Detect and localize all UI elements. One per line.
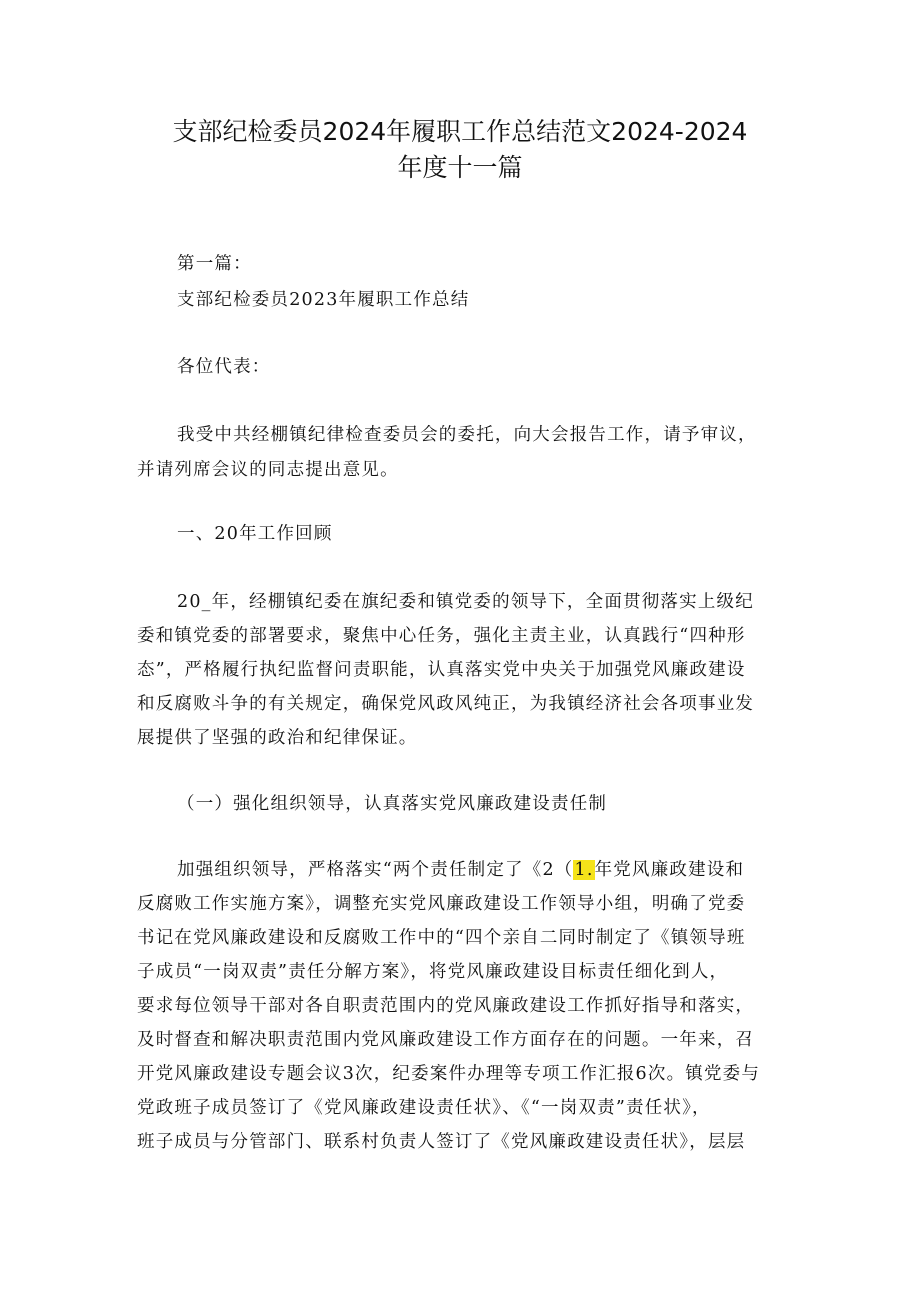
intro-line: 并请列席会议的同志提出意见。 (137, 460, 399, 480)
paragraph-text: 年党风廉政建设和 (594, 860, 745, 880)
paragraph-line: 及时督查和解决职责范围内党风廉政建设工作方面存在的问题。一年来，召 (137, 1030, 755, 1050)
paragraph-line: 开党风廉政建设专题会议3次，纪委案件办理等专项工作汇报6次。镇党委与 (137, 1064, 761, 1084)
paragraph-line-first (177, 858, 837, 882)
paragraph-line: 20_年，经棚镇纪委在旗纪委和镇党委的领导下，全面贯彻落实上级纪 (177, 592, 754, 612)
heading-organization: （一）强化组织领导，认真落实党风廉政建设责任制 (177, 794, 608, 814)
heading-work-review: 一、20年工作回顾 (177, 524, 333, 544)
paragraph-line: 党政班子成员签订了《党风廉政建设责任状》、《“一岗双责”责任状》， (137, 1098, 711, 1118)
paragraph-line: 和反腐败斗争的有关规定，确保党风政风纯正，为我镇经济社会各项事业发 (137, 694, 755, 714)
paragraph-line: 要求每位领导干部对各自职责范围内的党风廉政建设工作抓好指导和落实， (137, 996, 755, 1016)
paragraph-line: 态”，严格履行执纪监督问责职能，认真落实党中央关于加强党风廉政建设 (137, 660, 746, 680)
intro-line: 我受中共经棚镇纪律检查委员会的委托，向大会报告工作，请予审议， (177, 425, 757, 445)
paragraph-line: 委和镇党委的部署要求，聚焦中心任务，强化主责主业，认真践行“四种形 (137, 626, 746, 646)
document-title-line-1: 支部纪检委员2024年履职工作总结范文2024-2024 (172, 117, 748, 146)
highlighted-text: 1. (574, 860, 594, 880)
document-title-line-2: 年度十一篇 (397, 153, 523, 182)
paragraph-line: 展提供了坚强的政治和纪律保证。 (137, 728, 418, 748)
section-label: 第一篇： (177, 254, 252, 274)
paragraph-line: 班子成员与分管部门、联系村负责人签订了《党风廉政建设责任状》，层层 (137, 1132, 746, 1152)
section-subtitle: 支部纪检委员2023年履职工作总结 (177, 290, 470, 310)
paragraph-text: 加强组织领导，严格落实“两个责任制定了《2（ (177, 860, 574, 880)
paragraph-line: 反腐败工作实施方案》，调整充实党风廉政建设工作领导小组，明确了党委 (137, 894, 746, 914)
paragraph-line: 书记在党风廉政建设和反腐败工作中的“四个亲自二同时制定了《镇领导班 (137, 928, 746, 948)
paragraph-line: 子成员“一岗双责”责任分解方案》，将党风廉政建设目标责任细化到人， (137, 962, 729, 982)
salutation: 各位代表： (177, 357, 271, 377)
